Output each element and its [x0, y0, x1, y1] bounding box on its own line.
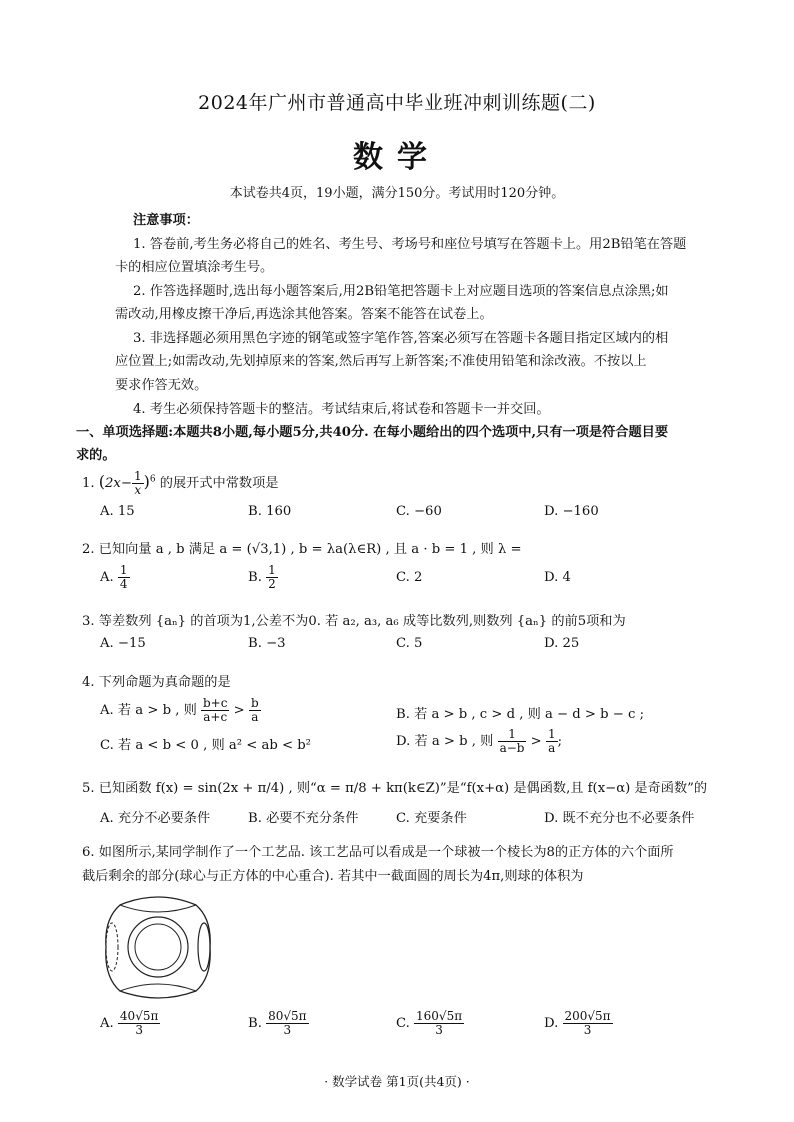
question-5: 5. 已知函数 f(x) = sin(2x + π/4) , 则“α = π/8 + kπ(k∈Z)”是“f(x+α) 是偶函数,且 f(x−α) 是奇函数”的 [82, 781, 708, 796]
q2-option-b: B. $\frac{1}{2}$ [248, 563, 276, 591]
q2-option-a: A. $\frac{1}{4}$ [100, 563, 128, 591]
notice-line: 2. 作答选择题时,选出每小题答案后,用2B铅笔把答题卡上对应题目选项的答案信息点涂黑;如 [133, 284, 669, 299]
page-footer: · 数学试卷 第1页(共4页) · [324, 1074, 470, 1089]
question-3: 3. 等差数列 {aₙ} 的首项为1,公差不为0. 若 a₂, a₃, a₆ 成等比数列,则数列 {aₙ} 的前5项和为 [82, 614, 626, 629]
q6-option-a: A. $\frac{40√5\pi}{3}$ [100, 1009, 159, 1037]
q3-option-a: A. −15 [100, 636, 146, 651]
truncated-sphere-figure [98, 895, 218, 1000]
q6-option-b: B. $\frac{80√5\pi}{3}$ [248, 1009, 307, 1037]
notice-line: 要求作答无效。 [115, 378, 208, 393]
q5-option-b: B. 必要不充分条件 [248, 811, 359, 826]
notice-line: 卡的相应位置填涂考生号。 [115, 260, 274, 275]
question-6-cont: 截后剩余的部分(球心与正方体的中心重合). 若其中一截面圆的周长为4π,则球的体积为 [82, 869, 584, 884]
q1-option-a: A. 15 [100, 504, 135, 519]
q5-option-a: A. 充分不必要条件 [100, 811, 211, 826]
q4-option-b: B. 若 a > b , c > d , 则 a − d > b − c ; [396, 707, 645, 722]
q4-option-a: A. 若 a > b , 则 $\frac{b+c}{a+c}$ > $\frac{b}{a}$ [100, 696, 259, 724]
q3-option-d: D. 25 [544, 636, 580, 651]
q3-option-c: C. 5 [396, 636, 423, 651]
subject-title: 数学 [353, 140, 441, 175]
notice-heading: 注意事项： [133, 213, 199, 228]
section-heading-cont: 求的。 [76, 448, 116, 463]
q2-option-d: D. 4 [544, 570, 571, 585]
question-6: 6. 如图所示,某同学制作了一个工艺品. 该工艺品可以看成是一个球被一个棱长为8的正方体的六个面所 [82, 845, 674, 860]
notice-line: 应位置上;如需改动,先划掉原来的答案,然后再写上新答案;不准使用铅笔和涂改液。不按以上 [115, 354, 647, 369]
notice-line: 4. 考生必须保持答题卡的整洁。考试结束后,将试卷和答题卡一并交回。 [133, 402, 550, 417]
question-1: 1. (2x− $\frac{1}{x}$ )$^6$ 的展开式中常数项是 [82, 469, 279, 497]
q3-option-b: B. −3 [248, 636, 286, 651]
notice-line: 3. 非选择题必须用黑色字迹的钢笔或签字笔作答,答案必须写在答题卡各题目指定区域内的相 [133, 331, 669, 346]
q4-option-c: C. 若 a < b < 0 , 则 a² < ab < b² [100, 738, 311, 753]
q6-option-c: C. $\frac{160√5\pi}{3}$ [396, 1009, 463, 1037]
section-heading: 一、单项选择题:本题共8小题,每小题5分,共40分. 在每小题给出的四个选项中,只有一项是符合题目要 [76, 425, 669, 440]
q4-option-d: D. 若 a > b , 则 $\frac{1}{a-b}$ > $\frac{1}{a}$ ; [396, 727, 563, 755]
question-4: 4. 下列命题为真命题的是 [82, 675, 231, 690]
notice-line: 需改动,用橡皮擦干净后,再选涂其他答案。答案不能答在试卷上。 [115, 307, 493, 322]
question-2: 2. 已知向量 a , b 满足 a = (√3,1) , b = λa(λ∈R) , 且 a · b = 1 , 则 λ = [82, 542, 522, 557]
q5-option-d: D. 既不充分也不必要条件 [544, 811, 695, 826]
q1-option-d: D. −160 [544, 504, 599, 519]
exam-info: 本试卷共4页，19小题，满分150分。考试用时120分钟。 [229, 186, 565, 201]
q6-option-d: D. $\frac{200√5\pi}{3}$ [544, 1009, 611, 1037]
q2-option-c: C. 2 [396, 570, 423, 585]
q1-option-b: B. 160 [248, 504, 292, 519]
exam-title: 2024年广州市普通高中毕业班冲刺训练题(二) [198, 92, 596, 114]
q1-option-c: C. −60 [396, 504, 442, 519]
q5-option-c: C. 充要条件 [396, 811, 467, 826]
notice-line: 1. 答卷前,考生务必将自己的姓名、考生号、考场号和座位号填写在答题卡上。用2B铅笔在答题 [133, 237, 687, 252]
